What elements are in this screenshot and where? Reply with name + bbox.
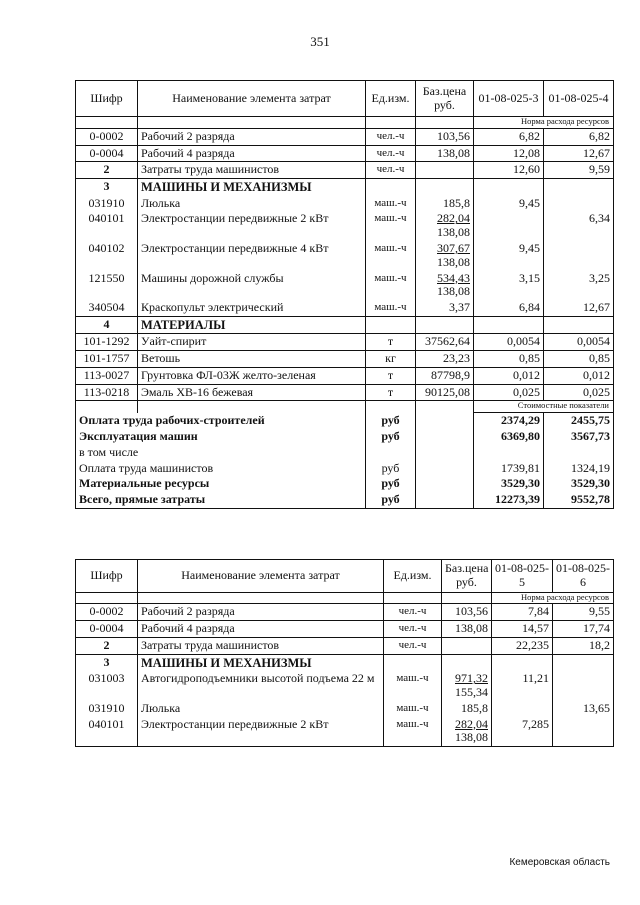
operator-price: 138,08 <box>437 225 470 240</box>
header-name: Наименование элемента затрат <box>138 81 366 117</box>
table-row: 031910 Люлька маш.-ч 185,8 9,45 <box>76 196 614 212</box>
header-col2: 01-08-025-4 <box>544 81 614 117</box>
header-price: Баз.цена руб. <box>416 81 474 117</box>
region-footer: Кемеровская область <box>509 857 610 868</box>
page-number: 351 <box>310 34 330 49</box>
cost-row: Оплата труда машинистов руб 1739,81 1324,19 <box>76 461 614 477</box>
table-row: 101-1292 Уайт-спирит т 37562,64 0,0054 0,0054 <box>76 334 614 351</box>
table-row: 113-0027 Грунтовка ФЛ-03Ж желто-зеленая т 87798,9 0,012 0,012 <box>76 367 614 384</box>
table-row: 2 Затраты труда машинистов чел.-ч 22,235 18,2 <box>76 637 614 654</box>
table-row: 0-0004 Рабочий 4 разряда чел.-ч 138,08 14,57 17,74 <box>76 621 614 638</box>
header-col1: 01-08-025-3 <box>474 81 544 117</box>
table-row: 121550 Машины дорожной службы маш.-ч 534,43 138,08 3,15 3,25 <box>76 271 614 301</box>
machine-price: 282,04 <box>455 716 488 731</box>
machine-price: 307,67 <box>437 240 470 255</box>
header-col1: 01-08-025- 5 <box>492 560 553 593</box>
section-header: 4 МАТЕРИАЛЫ <box>76 316 614 333</box>
header-name: Наименование элемента затрат <box>138 560 384 593</box>
operator-price: 155,34 <box>455 684 488 699</box>
machine-price: 534,43 <box>437 270 470 285</box>
table-row: 0-0002 Рабочий 2 разряда чел.-ч 103,56 6,82 6,82 <box>76 128 614 145</box>
cost-row: Материальные ресурсы руб 3529,30 3529,30 <box>76 476 614 492</box>
table-row: 340504 Краскопульт электрический маш.-ч 3,37 6,84 12,67 <box>76 300 614 316</box>
table-row: 040101 Электростанции передвижные 2 кВт маш.-ч 282,04 138,08 6,34 <box>76 211 614 241</box>
table-row: 0-0004 Рабочий 4 разряда чел.-ч 138,08 12,08 12,67 <box>76 145 614 162</box>
table-row: 0-0002 Рабочий 2 разряда чел.-ч 103,56 7,84 9,55 <box>76 604 614 621</box>
header-unit: Ед.изм. <box>366 81 416 117</box>
table-row: 040102 Электростанции передвижные 4 кВт маш.-ч 307,67 138,08 9,45 <box>76 241 614 271</box>
table-row: 031910 Люлька маш.-ч 185,8 13,65 <box>76 701 614 717</box>
table-row: 040101 Электростанции передвижные 2 кВт маш.-ч 282,04 138,08 7,285 <box>76 717 614 747</box>
resource-norm-table-1 <box>75 80 614 509</box>
operator-price: 138,08 <box>437 254 470 269</box>
machine-price: 282,04 <box>437 211 470 226</box>
table-row: 2 Затраты труда машинистов чел.-ч 12,60 9,59 <box>76 162 614 179</box>
header-unit: Ед.изм. <box>384 560 442 593</box>
table-row: 031003 Автогидроподъемники высотой подъема 22 м маш.-ч 971,32 155,34 11,21 <box>76 671 614 701</box>
norm-label: Норма расхода ресурсов <box>492 592 614 604</box>
table-row: 101-1757 Ветошь кг 23,23 0,85 0,85 <box>76 351 614 368</box>
norm-label: Норма расхода ресурсов <box>474 117 614 129</box>
header-code: Шифр <box>76 81 138 117</box>
section-header: 3 МАШИНЫ И МЕХАНИЗМЫ <box>76 654 614 671</box>
operator-price: 138,08 <box>437 284 470 299</box>
header-code: Шифр <box>76 560 138 593</box>
cost-row: в том числе <box>76 445 614 461</box>
cost-label: Стоимостные показатели <box>474 401 614 413</box>
cost-row: Оплата труда рабочих-строителей руб 2374,29 2455,75 <box>76 413 614 429</box>
cost-row-total: Всего, прямые затраты руб 12273,39 9552,78 <box>76 492 614 508</box>
cost-row: Эксплуатация машин руб 6369,80 3567,73 <box>76 429 614 445</box>
machine-price: 971,32 <box>455 671 488 686</box>
header-price: Баз.цена руб. <box>442 560 492 593</box>
table-header-row <box>76 560 614 593</box>
section-header: 3 МАШИНЫ И МЕХАНИЗМЫ <box>76 179 614 196</box>
table-row: 113-0218 Эмаль ХВ-16 бежевая т 90125,08 0,025 0,025 <box>76 384 614 401</box>
operator-price: 138,08 <box>455 730 488 745</box>
table-header-row <box>76 81 614 117</box>
header-col2: 01-08-025- 6 <box>553 560 614 593</box>
resource-norm-table-2 <box>75 559 614 747</box>
